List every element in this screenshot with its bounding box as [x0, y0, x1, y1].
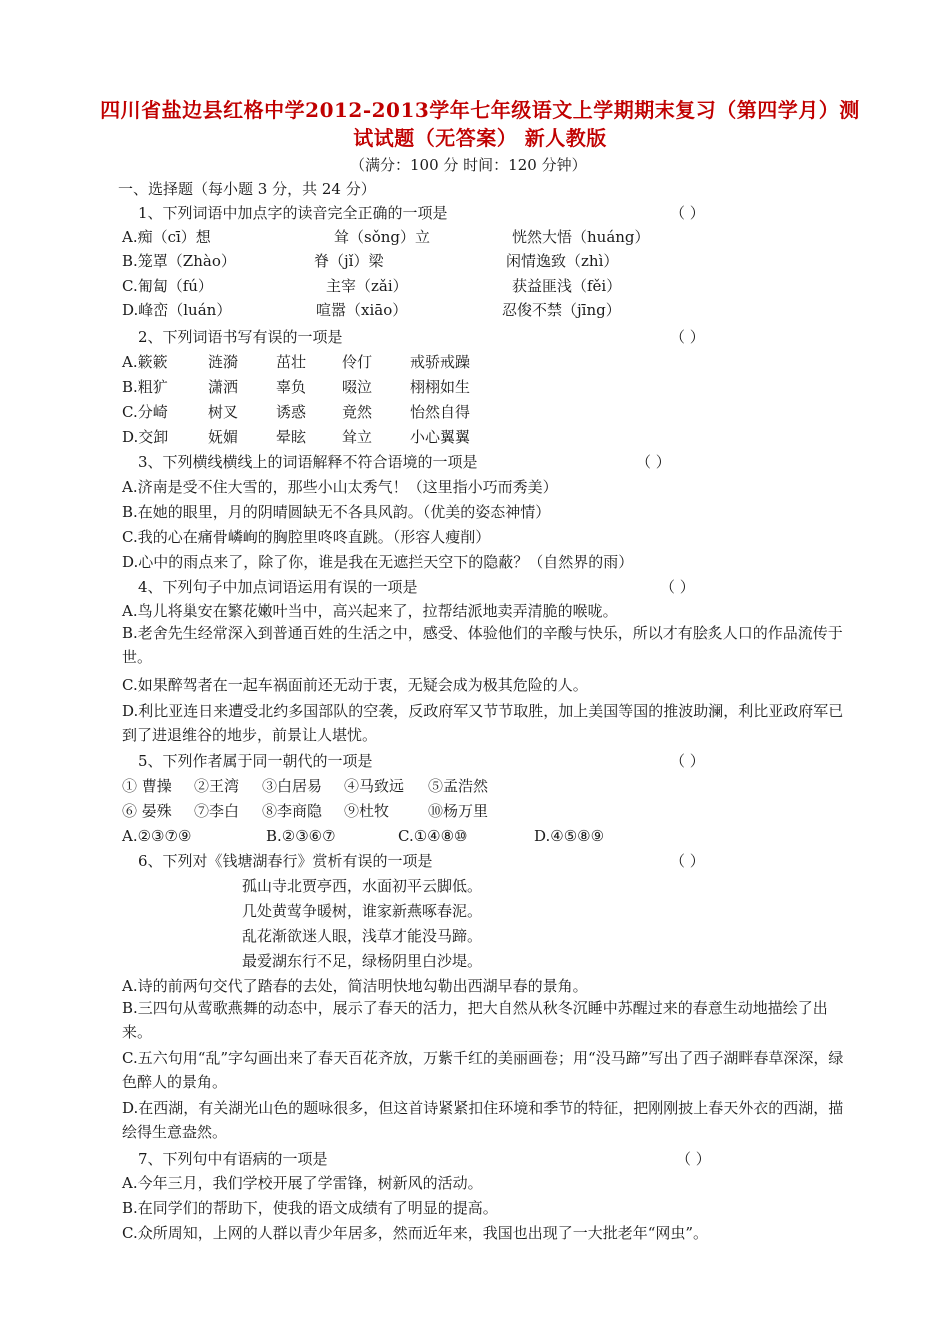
- q5-author-3: ③白居易: [262, 777, 323, 795]
- q6-option-c: C.五六句用“乱”字勾画出来了春天百花齐放，万紫千红的美丽画卷；用“没马蹄”写出了西子湖畔春草深深，绿色醉人的景角。: [122, 1049, 844, 1091]
- q2-a-5: 戒骄戒躁: [410, 353, 471, 371]
- poem-line-3: 乱花渐欲迷人眼，浅草才能没马蹄。: [242, 927, 483, 945]
- q7-option-b: B.在同学们的帮助下，使我的语文成绩有了明显的提高。: [122, 1199, 498, 1217]
- q2-d-2: 妩媚: [208, 428, 239, 446]
- q5-option-b: B.②③⑥⑦: [266, 827, 336, 845]
- q3-option-a: A.济南是受不住大雪的，那些小山太秀气！（这里指小巧而秀美）: [122, 478, 558, 496]
- q2-b-5: 栩栩如生: [410, 378, 471, 396]
- q1-option-c-2: 主宰（zǎi）: [326, 277, 408, 295]
- q2-d-5: 小心翼翼: [410, 428, 471, 446]
- question-3-stem: 3、下列横线横线上的词语解释不符合语境的一项是: [138, 453, 478, 471]
- q4-option-c: C.如果醉驾者在一起车祸面前还无动于衷，无疑会成为极其危险的人。: [122, 676, 588, 694]
- q6-option-b: B.三四句从莺歌燕舞的动态中，展示了春天的活力，把大自然从秋冬沉睡中苏醒过来的春意生动地描绘了出来。: [122, 999, 828, 1041]
- q5-author-10: ⑩杨万里: [428, 802, 489, 820]
- q7-option-c: C.众所周知，上网的人群以青少年居多，然而近年来，我国也出现了一大批老年“网虫”。: [122, 1224, 709, 1242]
- q5-author-1: ① 曹操: [122, 777, 172, 795]
- q1-option-d-1: D.峰峦（luán）: [122, 301, 232, 319]
- q6-option-d: D.在西湖，有关湖光山色的题咏很多，但这首诗紧紧扣住环境和季节的特征，把刚刚披上春天外衣的西湖，描绘得生意盎然。: [122, 1099, 844, 1141]
- question-7-stem: 7、下列句中有语病的一项是: [138, 1150, 328, 1168]
- exam-subtitle: （满分：100 分 时间：120 分钟）: [350, 156, 587, 174]
- question-4-stem: 4、下列句子中加点词语运用有误的一项是: [138, 578, 418, 596]
- answer-blank: （ ）: [670, 752, 705, 770]
- q2-b-2: 潇洒: [208, 378, 239, 396]
- q5-option-a: A.②③⑦⑨: [122, 827, 192, 845]
- q7-option-a: A.今年三月，我们学校开展了学雷锋，树新风的活动。: [122, 1174, 483, 1192]
- section-heading: 一、选择题（每小题 3 分，共 24 分）: [118, 180, 376, 198]
- answer-blank: （ ）: [670, 204, 705, 222]
- answer-blank: （ ）: [676, 1150, 711, 1168]
- q1-option-c-3: 获益匪浅（fěi）: [512, 277, 622, 295]
- q3-option-d: D.心中的雨点来了，除了你，谁是我在无遮拦天空下的隐蔽？（自然界的雨）: [122, 553, 634, 571]
- q2-a-2: 涟漪: [208, 353, 239, 371]
- q1-option-c-1: C.匍匐（fú）: [122, 277, 213, 295]
- question-2-stem: 2、下列词语书写有误的一项是: [138, 328, 343, 346]
- q2-b-1: B.粗犷: [122, 378, 168, 396]
- q2-b-3: 辜负: [276, 378, 307, 396]
- question-5-stem: 5、下列作者属于同一朝代的一项是: [138, 752, 373, 770]
- poem-line-2: 几处黄莺争暖树，谁家新燕啄春泥。: [242, 902, 483, 920]
- question-6-stem: 6、下列对《钱塘湖春行》赏析有误的一项是: [138, 852, 433, 870]
- question-1-stem: 1、下列词语中加点字的读音完全正确的一项是: [138, 204, 448, 222]
- q2-c-1: C.分崎: [122, 403, 168, 421]
- q2-a-1: A.簌簌: [122, 353, 168, 371]
- answer-blank: （ ）: [660, 578, 695, 596]
- q2-c-3: 诱惑: [276, 403, 307, 421]
- q1-option-b-3: 闲情逸致（zhì）: [506, 252, 619, 270]
- q4-option-b: B.老舍先生经常深入到普通百姓的生活之中，感受、体验他们的辛酸与快乐，所以才有脍炙人口的作品流传于世。: [122, 624, 843, 666]
- q2-c-4: 竟然: [342, 403, 373, 421]
- q5-option-d: D.④⑤⑧⑨: [534, 827, 605, 845]
- poem-line-4: 最爱湖东行不足，绿杨阴里白沙堤。: [242, 952, 483, 970]
- answer-blank: （ ）: [670, 852, 705, 870]
- q2-a-4: 伶仃: [342, 353, 373, 371]
- exam-title: 四川省盐边县红格中学2012-2013学年七年级语文上学期期末复习（第四学月）测试试题（无答案） 新人教版: [100, 98, 860, 150]
- q2-a-3: 茁壮: [276, 353, 307, 371]
- q3-option-b: B.在她的眼里，月的阴晴圆缺无不各具风韵。（优美的姿态神情）: [122, 503, 551, 521]
- q2-d-3: 晕眩: [276, 428, 307, 446]
- q1-option-a-1: A.痴（cī）想: [122, 228, 211, 246]
- q5-author-2: ②王湾: [194, 777, 240, 795]
- q1-option-a-3: 恍然大悟（huáng）: [512, 228, 650, 246]
- q1-option-d-2: 喧嚣（xiāo）: [316, 301, 408, 319]
- q5-author-9: ⑨杜牧: [344, 802, 390, 820]
- q5-author-5: ⑤孟浩然: [428, 777, 489, 795]
- q1-option-d-3: 忍俊不禁（jīng）: [502, 301, 621, 319]
- q5-author-8: ⑧李商隐: [262, 802, 323, 820]
- q4-option-d: D.利比亚连日来遭受北约多国部队的空袭，反政府军又节节取胜，加上美国等国的推波助澜，利比亚政府军已到了进退维谷的地步，前景让人堪忧。: [122, 702, 844, 744]
- q5-author-7: ⑦李白: [194, 802, 240, 820]
- q2-b-4: 啜泣: [342, 378, 373, 396]
- answer-blank: （ ）: [670, 328, 705, 346]
- answer-blank: （ ）: [636, 453, 671, 471]
- q2-c-2: 树叉: [208, 403, 239, 421]
- q2-d-4: 耸立: [342, 428, 373, 446]
- q1-option-b-2: 脊（jǐ）梁: [314, 252, 384, 270]
- q3-option-c: C.我的心在痛骨嶙峋的胸腔里咚咚直跳。（形容人瘦削）: [122, 528, 491, 546]
- q4-option-a: A.鸟儿将巢安在繁花嫩叶当中，高兴起来了，拉帮结派地卖弄清脆的喉咙。: [122, 602, 618, 620]
- q5-option-c: C.①④⑧⑩: [398, 827, 468, 845]
- q1-option-b-1: B.笼罩（Zhào）: [122, 252, 236, 270]
- poem-line-1: 孤山寺北贾亭西，水面初平云脚低。: [242, 877, 483, 895]
- q2-c-5: 怡然自得: [410, 403, 471, 421]
- q5-author-4: ④马致远: [344, 777, 405, 795]
- q5-author-6: ⑥ 晏殊: [122, 802, 172, 820]
- q6-option-a: A.诗的前两句交代了踏春的去处，简洁明快地勾勒出西湖早春的景角。: [122, 977, 588, 995]
- q1-option-a-2: 耸（sǒng）立: [334, 228, 430, 246]
- q2-d-1: D.交卸: [122, 428, 169, 446]
